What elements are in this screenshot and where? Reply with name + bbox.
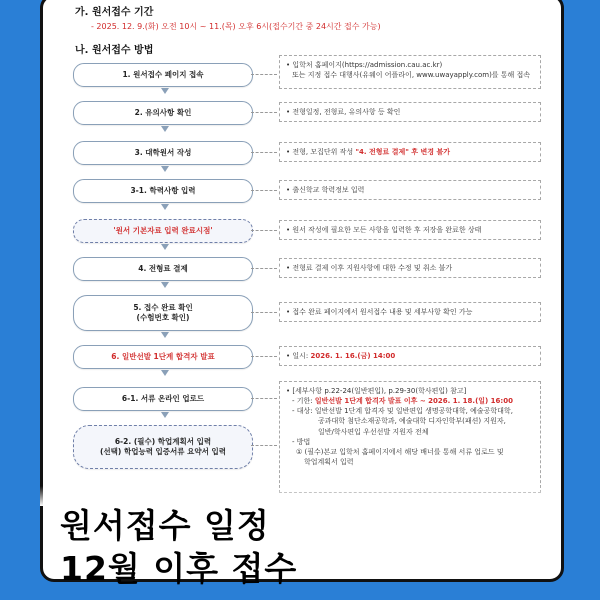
note-1: [279, 55, 541, 89]
note-8-label: • 일시:: [286, 352, 311, 360]
note-9-line-5: 일반/학사편입 우선선발 지원자 전체: [318, 427, 429, 436]
note-connector: [251, 152, 277, 153]
note-connector: [251, 190, 277, 191]
note-9-line-3: - 대상: 일반선발 1단계 합격자 및 일반편입 생명공학대학, 예술공학대학,: [292, 407, 513, 416]
note-8: [279, 346, 541, 366]
note-1-line-1: • 입학처 홈페이지(https://admission.cau.ac.kr): [286, 61, 443, 69]
overlay-title-line-1: 원서접수 일정: [60, 506, 270, 545]
flow-arrow: [161, 88, 169, 94]
step-4: 4. 전형료 결제: [73, 257, 253, 281]
step-2: 2. 유의사항 확인: [73, 101, 253, 125]
step-3-1: 3-1. 학력사항 입력: [73, 179, 253, 203]
note-connector: [251, 445, 277, 446]
flow-arrow: [161, 204, 169, 210]
flow-arrow: [161, 126, 169, 132]
flow-arrow: [161, 166, 169, 172]
note-9-line-7: ① (필수)본교 입학처 홈페이지에서 해당 배너를 통해 서류 업로드 및: [296, 447, 504, 456]
note-connector: [251, 230, 277, 231]
flow-arrow: [161, 332, 169, 338]
note-9-line-1: • [세부사항 p.22-24(일반편입), p.29-30(학사편입) 참고]: [286, 387, 467, 395]
step-6-1: 6-1. 서류 온라인 업로드: [73, 387, 253, 411]
note-2: • 전형일정, 전형료, 유의사항 등 확인: [279, 102, 541, 122]
flow-arrow: [161, 370, 169, 376]
note-connector: [251, 312, 277, 313]
flow-arrow: [161, 282, 169, 288]
step-6-2-line-2: (선택) 학업능력 입증서류 요약서 입력: [100, 447, 226, 456]
flow-arrow: [161, 412, 169, 418]
step-3: 3. 대학원서 작성: [73, 141, 253, 165]
note-9: [279, 381, 541, 493]
note-connector: [251, 268, 277, 269]
note-5: • 원서 작성에 필요한 모든 사항을 입력한 후 저장을 완료한 상태: [279, 220, 541, 240]
overlay-title-line-2: 12월 이후 접수: [60, 549, 298, 588]
note-9-deadline: 일반선발 1단계 합격자 발표 이후 ~ 2026. 1. 18.(일) 16:00: [314, 397, 513, 406]
step-6: 6. 일반선발 1단계 합격자 발표: [73, 345, 253, 369]
step-6-2: [73, 425, 253, 469]
note-connector: [251, 112, 277, 113]
note-connector: [251, 74, 277, 75]
note-3-text: • 전형, 모집단위 작성: [286, 148, 356, 156]
note-6: • 전형료 결제 이후 지원사항에 대한 수정 및 취소 불가: [279, 258, 541, 278]
note-9-line-4: 공과대학 첨단소재공학과, 예술대학 디자인학부(패션) 지원자,: [318, 417, 506, 426]
note-4: • 출신학교 학력정보 입력: [279, 180, 541, 200]
note-9-deadline-label: - 기한:: [292, 397, 315, 406]
note-9-line-6: - 방법: [292, 437, 311, 446]
section-a-heading: 가. 원서접수 기간: [75, 7, 154, 18]
note-connector: [251, 356, 277, 357]
step-5: [73, 295, 253, 331]
note-connector: [251, 398, 277, 399]
note-8-date: 2026. 1. 16.(금) 14:00: [310, 352, 396, 360]
application-period: - 2025. 12. 9.(화) 오전 10시 ~ 11.(목) 오후 6시(접수기간 중 24시간 접수 가능): [91, 22, 381, 31]
step-5-line-1: 5. 접수 완료 확인: [133, 302, 193, 312]
step-1: 1. 원서접수 페이지 접속: [73, 63, 253, 87]
note-9-line-2: [286, 396, 534, 406]
note-7: • 접수 완료 페이지에서 원서접수 내용 및 세부사항 확인 가능: [279, 302, 541, 322]
step-5-line-2: (수험번호 확인): [136, 313, 190, 322]
note-3-warning: "4. 전형료 결제" 후 변경 불가: [355, 148, 450, 156]
section-b-heading: 나. 원서접수 방법: [75, 45, 154, 56]
step-6-2-line-1: 6-2. (필수) 학업계획서 입력: [114, 436, 212, 446]
flow-arrow: [161, 244, 169, 250]
note-1-line-2: 또는 지정 접수 대행사(유웨이 어플라이, www.uwayapply.com)를 통해 접속: [292, 71, 531, 80]
note-3: [279, 142, 541, 162]
step-input-complete: '원서 기본자료 입력 완료시점': [73, 219, 253, 243]
note-9-line-8: 학업계획서 입력: [304, 457, 354, 466]
